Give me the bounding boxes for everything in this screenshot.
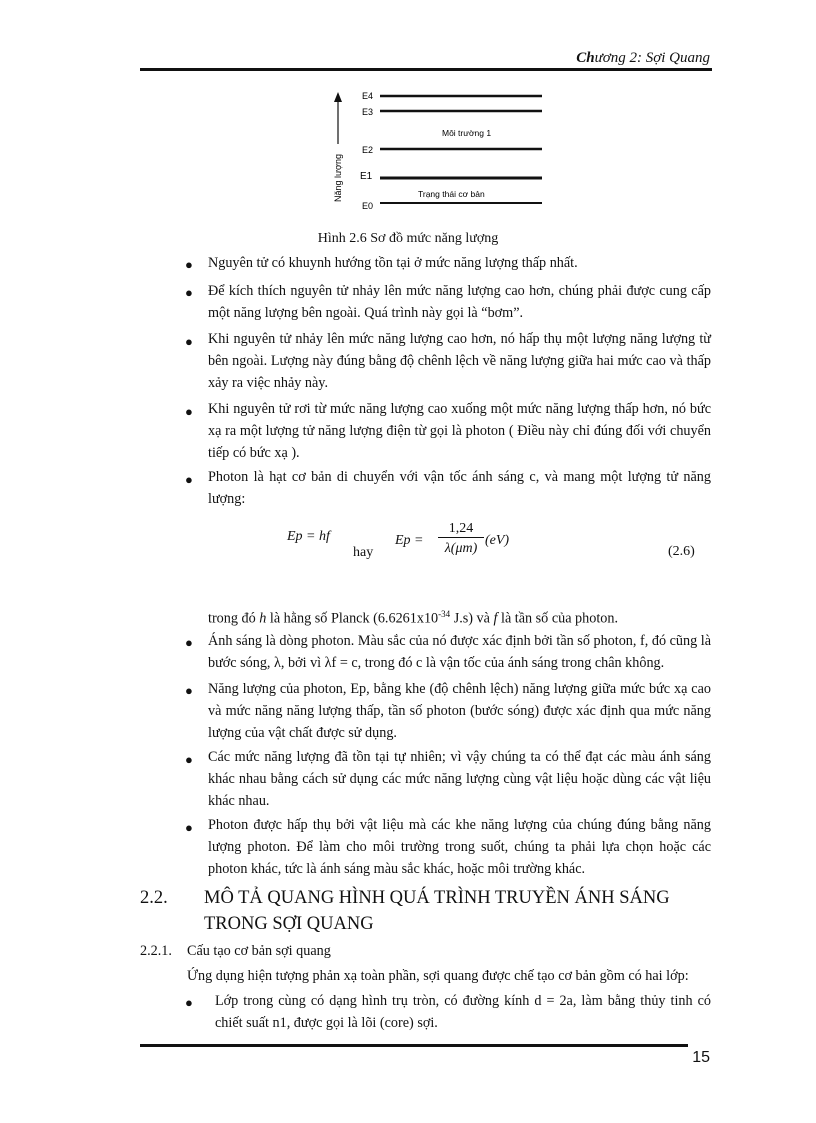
section-heading [140,885,712,937]
bullet-text: Khi nguyên tử nhảy lên mức năng lượng cao hơn, nó hấp thụ một lượng năng lượng từ bên ngoài. Lượng này đúng bằng độ chênh lệch về năng lượng giữa hai mức cao và thấp xảy ra việc nhảy này. [208,331,711,391]
bullet-icon: ● [185,257,193,272]
subsection-heading [140,943,331,960]
region-label-lower: Trạng thái cơ bản [418,189,485,199]
bullet-icon: ● [185,404,193,419]
bullet-text: Năng lượng của photon, Ep, bằng khe (độ chênh lệch) năng lượng giữa mức bức xạ cao và mức năng năng lượng thấp, tần số photon (bước sóng) được xác định qua mức năng lượng của vật chất được sử dụng. [208,681,711,741]
exponent: -34 [438,609,451,619]
bullet-icon: ● [185,472,193,487]
running-header [576,50,710,67]
where-text: là tần số của photon. [497,610,619,627]
section-title: MÔ TẢ QUANG HÌNH QUÁ TRÌNH TRUYỀN ÁNH SÁNG TRONG SỢI QUANG [204,888,670,934]
bullet-icon: ● [185,285,193,300]
level-label-e1: E1 [360,171,373,182]
equation-unit: (eV) [485,533,510,548]
bullet-icon: ● [185,334,193,349]
figure-caption: Hình 2.6 Sơ đồ mức năng lượng [317,231,499,246]
symbol-f: f [493,610,498,627]
level-label-e3: E3 [362,107,374,117]
bullet-text: Photon được hấp thụ bởi vật liệu mà các khe năng lượng của chúng đúng bằng năng lượng photon. Để làm cho môi trường trong suốt, chúng ta phải lựa chọn hoặc các photon khác, tức là ánh sáng màu sắc khác, hoặc môi trường khác. [208,817,711,877]
region-label-upper: Môi trường 1 [442,128,492,138]
equation-denominator: λ(μm) [444,541,478,556]
subsection-number: 2.2.1. [140,943,172,959]
equation-lhs: Ep = hf [287,529,330,544]
arrow-head-icon [334,92,342,102]
equation-connector: hay [353,545,374,560]
bullet-text: Để kích thích nguyên tử nhảy lên mức năng lượng cao hơn, chúng phải được cung cấp một năng lượng bên ngoài. Quá trình này gọi là “bơm”. [208,283,711,321]
bullet-icon: ● [185,995,193,1010]
page-number: 15 [692,1049,710,1066]
bullet-text: Nguyên tử có khuynh hướng tồn tại ở mức năng lượng thấp nhất. [208,255,578,271]
bullet-text: Photon là hạt cơ bản di chuyển với vận tốc ánh sáng c, và mang một lượng tử năng lượng: [208,469,711,507]
level-label-e0: E0 [362,201,374,211]
equation-number: (2.6) [668,544,695,559]
bullet-icon: ● [185,683,193,698]
bullet-text: Ánh sáng là dòng photon. Màu sắc của nó được xác định bởi tần số photon, f, đó cũng là bước sóng, λ, bởi vì λf = c, trong đó c là vận tốc của ánh sáng trong chân không. [208,633,711,671]
bullet-text: Lớp trong cùng có dạng hình trụ tròn, có đường kính d = 2a, làm bằng thủy tinh có chiết suất n1, được gọi là lõi (core) sợi. [215,993,711,1031]
equation-numerator: 1,24 [438,521,484,538]
footer-rule [140,1044,688,1047]
level-label-e4: E4 [362,91,374,101]
bullet-icon: ● [185,820,193,835]
bullet-icon: ● [185,752,193,767]
header-rule [140,68,712,71]
equation-rhs: Ep = [395,533,424,548]
equation-explanation [208,603,711,630]
intro-text: Ứng dụng hiện tượng phản xạ toàn phần, sợi quang được chế tạo cơ bản gồm có hai lớp: [187,968,689,984]
chapter-rest: ương 2: Sợi Quang [594,50,710,66]
section-number: 2.2. [140,888,168,908]
where-text: J.s) và [450,610,494,627]
level-label-e2: E2 [362,145,374,155]
symbol-h: h [259,610,267,627]
where-text: trong đó [208,610,260,627]
bullet-text: Các mức năng lượng đã tồn tại tự nhiên; vì vậy chúng ta có thể đạt các màu ánh sáng khác nhau bằng cách sử dụng các mức năng lượng cùng vật liệu hoặc dùng các vật liệu khác nhau. [208,749,711,809]
bullet-icon: ● [185,635,193,650]
subsection-title: Cấu tạo cơ bản sợi quang [187,943,331,959]
energy-level-diagram [320,86,560,216]
energy-axis-label: Năng lượng [333,154,343,202]
where-text: là hằng số Planck (6.6261x10 [266,610,439,627]
bullet-text: Khi nguyên tử rơi từ mức năng lượng cao xuống một mức năng lượng thấp hơn, nó bức xạ ra một lượng tử năng lượng điện từ gọi là photon ( Điều này chỉ đúng đối với chuyển tiếp có bức xạ ). [208,401,711,461]
chapter-bold: Ch [576,50,595,66]
